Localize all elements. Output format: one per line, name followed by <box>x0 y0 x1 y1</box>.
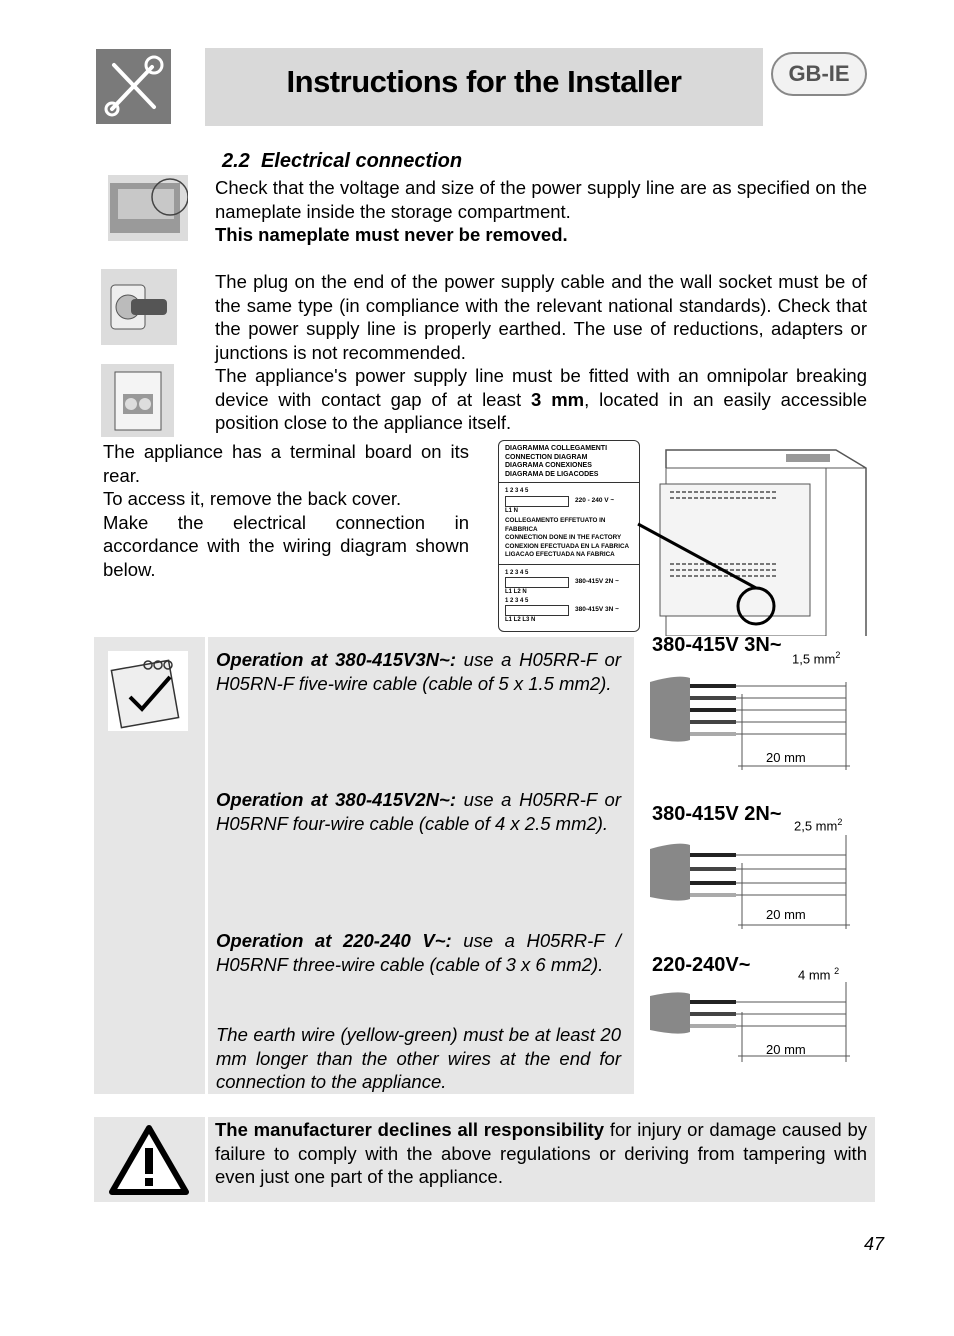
operation-220: Operation at 220-240 V~: use a H05RR-F / H05RNF three-wire cable (cable of 3 x 6 mm2). <box>216 930 621 975</box>
notepad-check-icon <box>108 651 188 731</box>
cable-title: 380-415V 2N~ <box>652 803 782 825</box>
section-title-text: Electrical connection <box>260 150 463 172</box>
tools-icon <box>96 49 171 124</box>
cable-diagram-2n: 380-415V 2N~ 2,5 $mm^2$ 20 mm <box>652 803 843 922</box>
cable-diagram-220: 220-240V~ 4 mm $^2$ 20 mm <box>652 954 840 1057</box>
nameplate-warning: This nameplate must never be removed. <box>215 224 568 245</box>
warning-triangle-icon <box>108 1122 205 1203</box>
section-number: 2.2 <box>222 150 250 172</box>
earth-note: The earth wire (yellow-green) must be at least 20 mm longer than the other wires at the end for connection to the appliance. <box>216 1024 621 1092</box>
cable-diagram-3n: 380-415V 3N~ 1,5 $mm^2$ 20 mm <box>652 634 841 765</box>
cable-title: 380-415V 3N~ <box>652 634 782 656</box>
section-title <box>222 150 462 173</box>
warning-text: The manufacturer declines all responsibility for injury or damage caused by failure to comply with the above regulations or deriving from tampering with even just one part of the appliance. <box>215 1119 867 1187</box>
plug-socket-icon <box>101 269 177 345</box>
warning-icon-column <box>94 1117 205 1202</box>
page-title: Instructions for the Installer <box>286 64 682 99</box>
operation-3n: Operation at 380-415V3N~: use a H05RR-F or H05RN-F five-wire cable (cable of 5 x 1.5 mm2). <box>216 649 621 694</box>
diagram-titles: DIAGRAMMA COLLEGAMENTI CONNECTION DIAGRAM DIAGRAMA CONEXIONES DIAGRAMA DE LIGACODES <box>505 445 608 478</box>
terminal-paragraph: The appliance has a terminal board on its rear. To access it, remove the back cover. Make the electrical connection in accordance with the wiring diagram shown below. <box>103 441 469 580</box>
plug-paragraph: The plug on the end of the power supply cable and the wall socket must be of the same type (in compliance with the relevant national standards). Check that the power supply line is properly earthed. The use of reductions, adapters or junctions is not recommended. <box>215 271 867 363</box>
nameplate-icon <box>108 175 188 241</box>
operation-2n: Operation at 380-415V2N~: use a H05RR-F or H05RNF four-wire cable (cable of 4 x 2.5 mm2). <box>216 789 621 834</box>
region-badge: GB-IE <box>771 52 867 96</box>
breaker-switch-icon <box>101 364 174 437</box>
wiring-diagram: DIAGRAMMA COLLEGAMENTI CONNECTION DIAGRAM DIAGRAMA CONEXIONES DIAGRAMA DE LIGACODES 1 2 3 4 5 220 - 240 V ~ L1 N COLLEGAMENTO EFFETUATO IN FABBRICA CONNECTION DONE IN THE FACTORY CONEXION EFECTUADA EN LA FABRICA LIGACAO EFECTUADA NA FABRICA 1 2 3 4 5 380-415V 2N ~ L1 L2 N 1 2 3 4 5 380-415V 3N ~ L1 L2 L3 N <box>498 440 640 632</box>
breaker-paragraph: The appliance's power supply line must be fitted with an omnipolar breaking device with contact gap of at least 3 mm, located in an easily accessible position close to the appliance itself. <box>215 365 867 433</box>
appliance-rear-drawing <box>636 440 870 636</box>
page-number: 47 <box>863 1234 884 1254</box>
cable-title: 220-240V~ <box>652 954 751 976</box>
operations-icon-column <box>94 637 205 1094</box>
nameplate-paragraph: Check that the voltage and size of the power supply line are as specified on the nameplate inside the storage compartment. This nameplate must never be removed. <box>215 177 867 245</box>
